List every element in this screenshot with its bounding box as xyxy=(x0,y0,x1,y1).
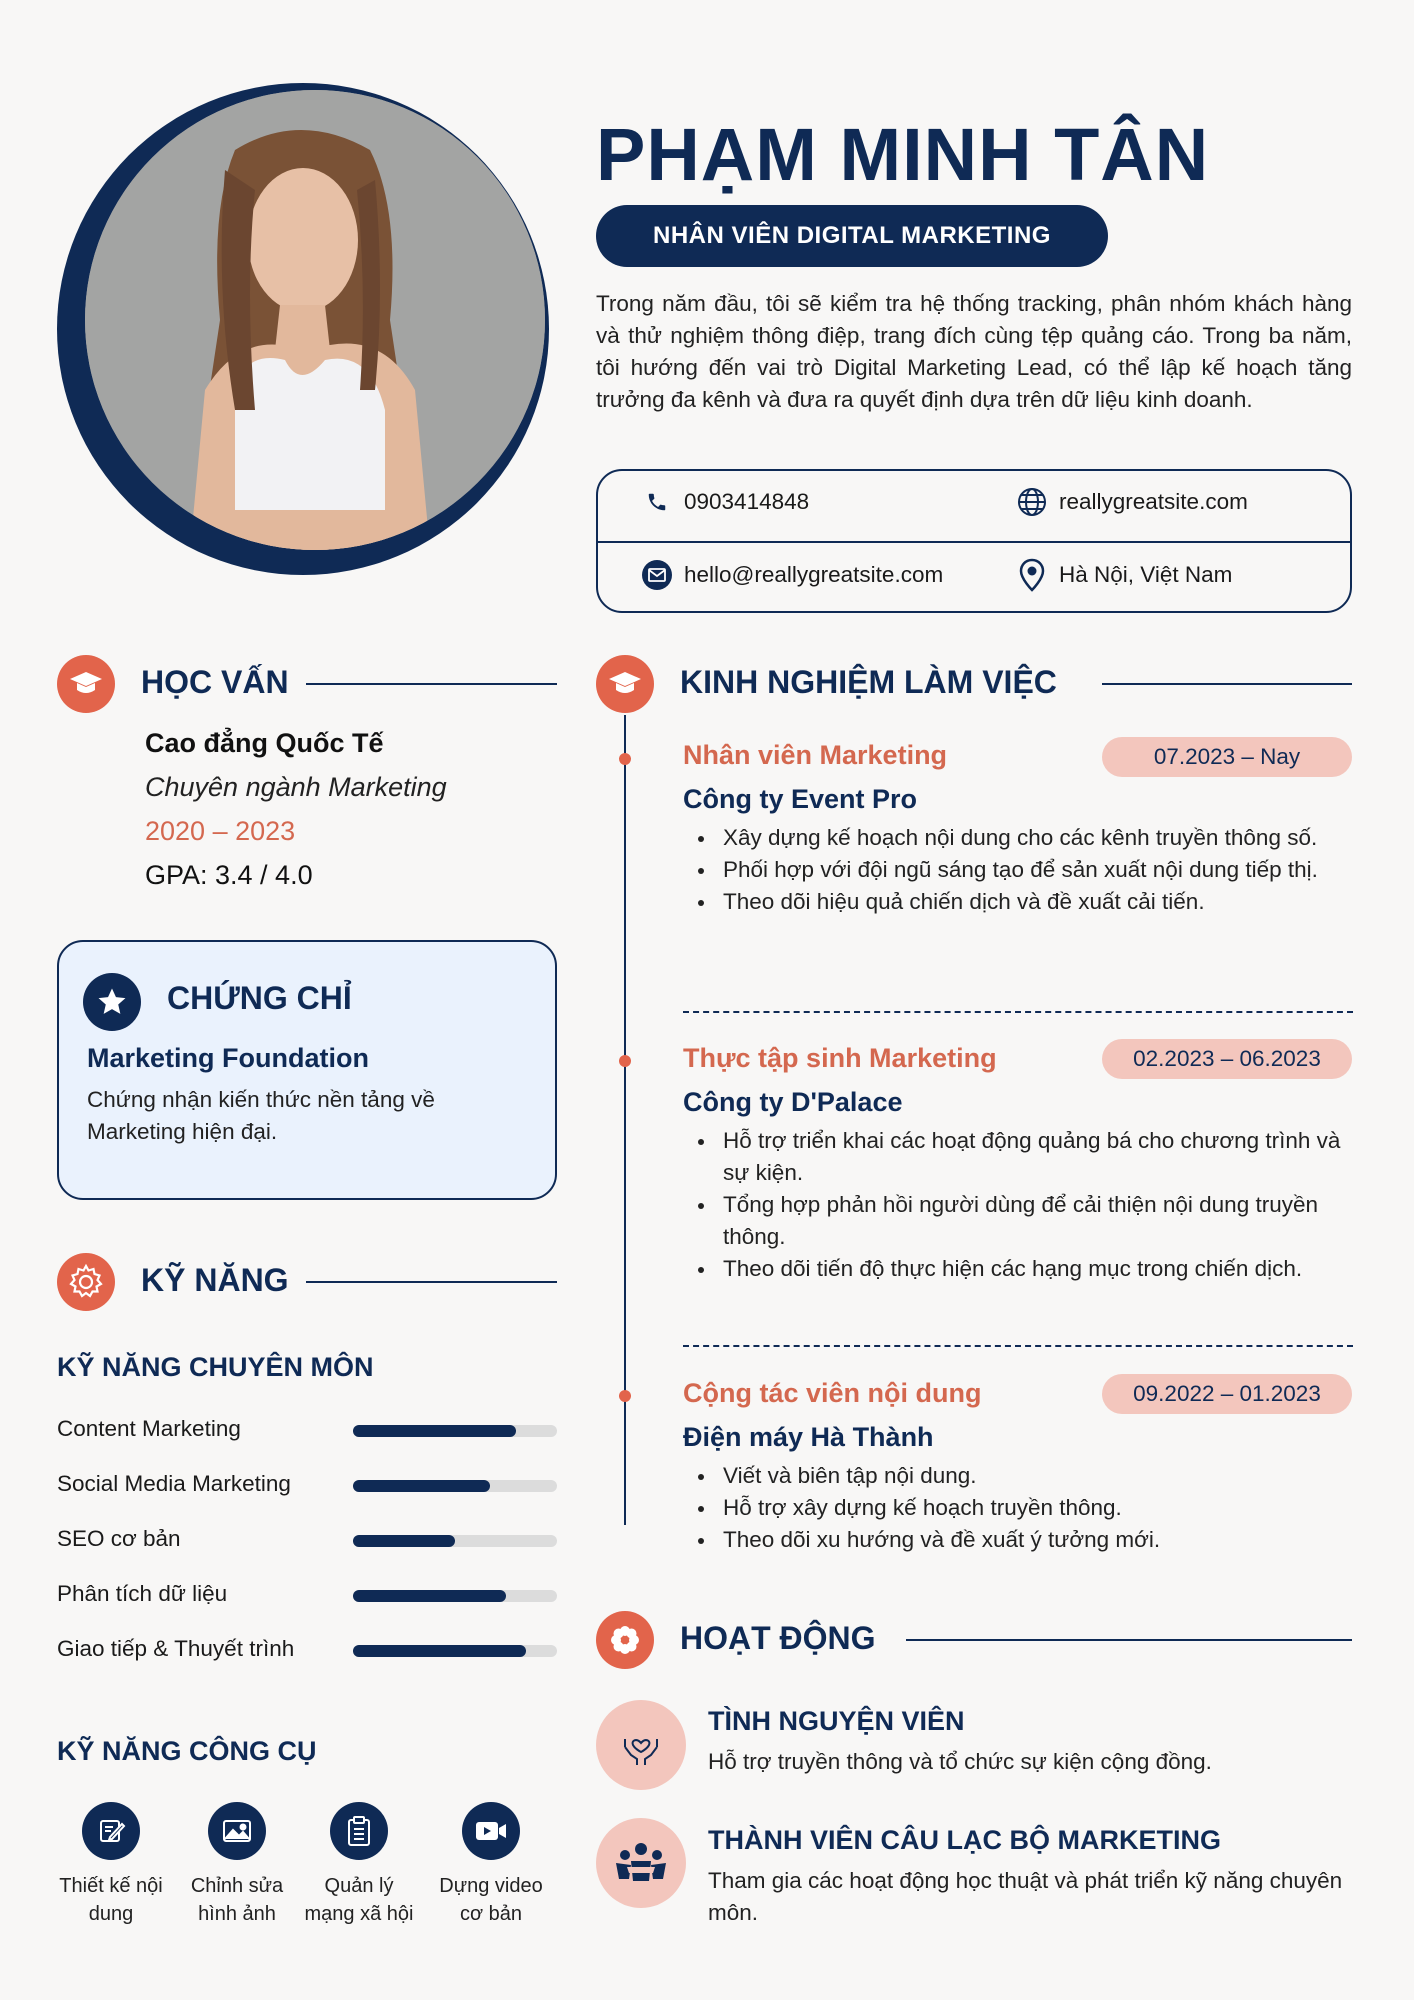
job-bullet: Xây dựng kế hoạch nội dung cho các kênh truyền thông số. xyxy=(683,822,1353,854)
contact-divider xyxy=(596,541,1352,543)
experience-divider xyxy=(1102,683,1352,685)
job-bullet: Theo dõi tiến độ thực hiện các hạng mục trong chiến dịch. xyxy=(683,1253,1353,1285)
tool-skills-heading: KỸ NĂNG CÔNG CỤ xyxy=(57,1736,317,1766)
professional-skills-heading: KỸ NĂNG CHUYÊN MÔN xyxy=(57,1352,374,1382)
tool-label-line: Thiết kế nội xyxy=(59,1875,163,1897)
skill-bar-fill xyxy=(353,1535,455,1547)
job-bullet: Tổng hợp phản hồi người dùng để cải thiện nội dung truyền thông. xyxy=(683,1189,1353,1253)
tool-item xyxy=(172,1802,302,1928)
job-bullet: Viết và biên tập nội dung. xyxy=(683,1460,1353,1492)
skill-bar-fill xyxy=(353,1480,490,1492)
skills-divider xyxy=(306,1281,557,1283)
job-separator xyxy=(683,1011,1353,1013)
tool-item xyxy=(426,1802,556,1928)
contact-location xyxy=(1015,558,1232,592)
job-title: Thực tập sinh Marketing xyxy=(683,1043,997,1073)
contact-email[interactable] xyxy=(640,558,943,592)
tool-label-line: hình ảnh xyxy=(198,1903,276,1925)
job-bullets xyxy=(683,1125,1353,1285)
skill-bar xyxy=(353,1480,557,1492)
skills-heading: KỸ NĂNG xyxy=(141,1262,289,1298)
skill-bar-fill xyxy=(353,1645,526,1657)
job-bullet: Theo dõi xu hướng và đề xuất ý tưởng mới. xyxy=(683,1524,1353,1556)
timeline-dot xyxy=(619,1390,631,1402)
tool-item xyxy=(46,1802,176,1928)
flower-icon xyxy=(596,1611,654,1669)
activity-description: Hỗ trợ truyền thông và tổ chức sự kiện cộng đồng. xyxy=(708,1749,1212,1774)
skill-label: Giao tiếp & Thuyết trình xyxy=(57,1636,295,1661)
phone-text: 0903414848 xyxy=(684,489,810,514)
design-icon xyxy=(82,1802,140,1860)
globe-icon xyxy=(1015,485,1049,519)
job-title: Cộng tác viên nội dung xyxy=(683,1378,982,1408)
job-date-badge: 02.2023 – 06.2023 xyxy=(1102,1039,1352,1079)
skill-bar xyxy=(353,1425,557,1437)
job-company: Công ty Event Pro xyxy=(683,784,918,814)
activity-title: THÀNH VIÊN CÂU LẠC BỘ MARKETING xyxy=(708,1825,1221,1855)
tool-label-line: dung xyxy=(88,1903,134,1925)
role-badge: NHÂN VIÊN DIGITAL MARKETING xyxy=(596,205,1108,267)
contact-website[interactable] xyxy=(1015,485,1248,519)
profile-photo xyxy=(85,90,545,550)
graduation-cap-icon xyxy=(596,655,654,713)
activity-description: Tham gia các hoạt động học thuật và phát triển kỹ năng chuyên môn. xyxy=(708,1868,1343,1925)
candidate-name: PHẠM MINH TÂN xyxy=(596,113,1210,196)
certificate-name: Marketing Foundation xyxy=(87,1043,369,1073)
skill-bar xyxy=(353,1645,557,1657)
experience-heading: KINH NGHIỆM LÀM VIỆC xyxy=(680,664,1057,700)
job-company: Điện máy Hà Thành xyxy=(683,1422,934,1452)
job-separator xyxy=(683,1345,1353,1347)
email-text: hello@reallygreatsite.com xyxy=(684,562,944,587)
website-text: reallygreatsite.com xyxy=(1059,489,1248,514)
tool-label-line: Quản lý xyxy=(324,1875,394,1897)
video-icon xyxy=(462,1802,520,1860)
education-divider xyxy=(306,683,557,685)
activities-heading: HOẠT ĐỘNG xyxy=(680,1620,876,1656)
skill-label: Social Media Marketing xyxy=(57,1471,291,1496)
job-date-badge: 07.2023 – Nay xyxy=(1102,737,1352,777)
heart-hands-icon xyxy=(596,1700,686,1790)
skill-bar xyxy=(353,1535,557,1547)
map-pin-icon xyxy=(1015,558,1049,592)
job-bullets xyxy=(683,1460,1353,1556)
image-icon xyxy=(208,1802,266,1860)
job-bullet: Theo dõi hiệu quả chiến dịch và đề xuất cải tiến. xyxy=(683,886,1353,918)
graduation-cap-icon xyxy=(57,655,115,713)
job-company: Công ty D'Palace xyxy=(683,1087,903,1117)
skill-label: Phân tích dữ liệu xyxy=(57,1581,228,1606)
job-bullet: Hỗ trợ triển khai các hoạt động quảng bá cho chương trình và sự kiện. xyxy=(683,1125,1353,1189)
activity-title: TÌNH NGUYỆN VIÊN xyxy=(708,1706,965,1736)
education-school: Cao đẳng Quốc Tế xyxy=(145,728,384,758)
gear-icon xyxy=(57,1253,115,1311)
clipboard-icon xyxy=(330,1802,388,1860)
tool-label-line: Dựng video xyxy=(439,1875,543,1897)
skill-label: Content Marketing xyxy=(57,1416,241,1441)
timeline-dot xyxy=(619,1055,631,1067)
activities-divider xyxy=(906,1639,1352,1641)
phone-icon xyxy=(640,485,674,519)
tool-label-line: cơ bản xyxy=(459,1903,523,1925)
skill-bar-fill xyxy=(353,1425,516,1437)
education-years: 2020 – 2023 xyxy=(145,816,296,846)
tool-label-line: mạng xã hội xyxy=(304,1903,414,1925)
timeline-line xyxy=(624,715,626,1525)
certificate-heading: CHỨNG CHỈ xyxy=(167,980,352,1016)
tool-item xyxy=(294,1802,424,1928)
skill-bar-fill xyxy=(353,1590,506,1602)
group-icon xyxy=(596,1818,686,1908)
job-bullets xyxy=(683,822,1353,918)
job-title: Nhân viên Marketing xyxy=(683,740,948,770)
email-icon xyxy=(640,558,674,592)
timeline-dot xyxy=(619,753,631,765)
certificate-description: Chứng nhận kiến thức nền tảng về Marketing hiện đại. xyxy=(87,1087,435,1144)
education-gpa: GPA: 3.4 / 4.0 xyxy=(145,860,313,890)
summary-paragraph: Trong năm đầu, tôi sẽ kiểm tra hệ thống tracking, phân nhóm khách hàng và thử nghiệm thông điệp, trang đích cùng tệp quảng cáo. Trong ba năm, tôi hướng đến vai trò Digital Marketing Lead, có thể lập kế hoạch tăng trưởng đa kênh và đưa ra quyết định dựa trên dữ liệu kinh doanh. xyxy=(596,291,1352,412)
contact-phone[interactable] xyxy=(640,485,809,519)
job-date-badge: 09.2022 – 01.2023 xyxy=(1102,1374,1352,1414)
job-bullet: Phối hợp với đội ngũ sáng tạo để sản xuất nội dung tiếp thị. xyxy=(683,854,1353,886)
skill-bar xyxy=(353,1590,557,1602)
star-icon xyxy=(83,973,141,1031)
tool-label-line: Chỉnh sửa xyxy=(190,1875,284,1897)
skill-label: SEO cơ bản xyxy=(57,1526,181,1551)
education-heading: HỌC VẤN xyxy=(141,664,289,700)
job-bullet: Hỗ trợ xây dựng kế hoạch truyền thông. xyxy=(683,1492,1353,1524)
education-major: Chuyên ngành Marketing xyxy=(145,772,447,802)
location-text: Hà Nội, Việt Nam xyxy=(1059,562,1233,587)
